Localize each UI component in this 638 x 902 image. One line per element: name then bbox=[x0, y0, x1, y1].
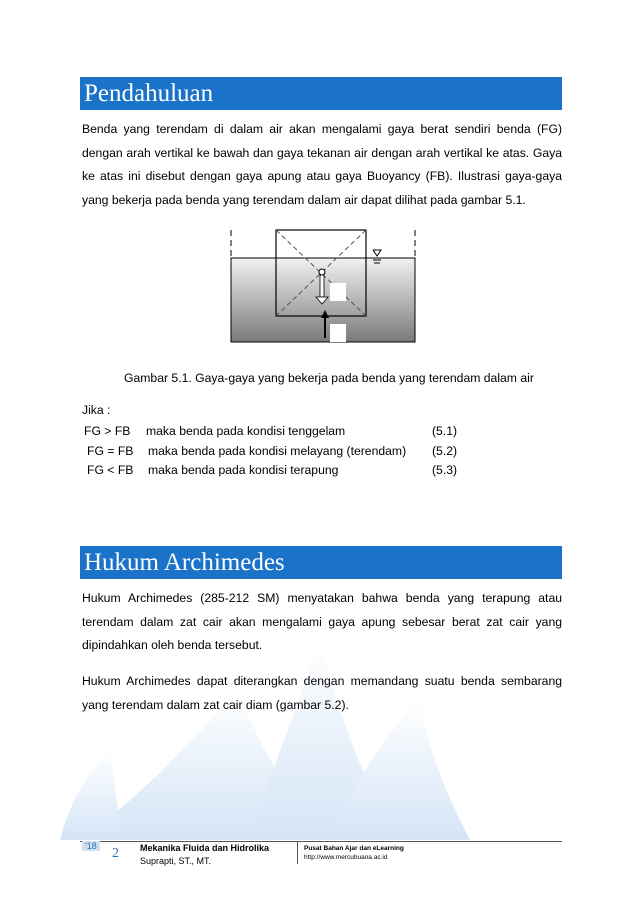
equation-number-1: (5.1) bbox=[432, 424, 458, 438]
footer-rule bbox=[80, 841, 562, 842]
section-heading-archimedes: Hukum Archimedes bbox=[80, 546, 562, 579]
equation-number-3: (5.3) bbox=[432, 463, 458, 477]
footer-year: '18 bbox=[82, 841, 100, 851]
condition-relation-2: FG = FB bbox=[87, 444, 134, 458]
footer-divider bbox=[297, 842, 298, 864]
footer-course: Mekanika Fluida dan Hidrolika bbox=[140, 843, 270, 853]
footer-url: http://www.mercubuana.ac.id bbox=[304, 854, 388, 861]
condition-text-3: maka benda pada kondisi terapung bbox=[148, 463, 339, 477]
archimedes-paragraph-2: Hukum Archimedes dapat diterangkan dengan memandang suatu benda sembarang yang terendam dalam zat cair diam (gambar 5.2). bbox=[82, 674, 562, 712]
section-heading-pendahuluan: Pendahuluan bbox=[80, 77, 562, 110]
figure-caption: Gambar 5.1. Gaya-gaya yang bekerja pada benda yang terendam dalam air bbox=[124, 371, 534, 385]
buoyancy-figure bbox=[227, 228, 427, 348]
footer-page-number: 2 bbox=[112, 846, 119, 861]
condition-relation-3: FG < FB bbox=[87, 463, 134, 477]
equation-number-2: (5.2) bbox=[432, 444, 458, 458]
archimedes-paragraph-1: Hukum Archimedes (285-212 SM) menyatakan bahwa benda yang terapung atau terendam dalam zat cair akan mengalami gaya apung sebesar berat zat cair yang dipindahkan oleh benda tersebut. bbox=[82, 591, 562, 652]
intro-paragraph: Benda yang terendam di dalam air akan mengalami gaya berat sendiri benda (FG) dengan arah vertikal ke bawah dan gaya tekanan air dengan arah vertikal ke atas. Gaya ke atas ini disebut dengan gaya apung atau gaya Buoyancy (FB). Ilustrasi gaya-gaya yang bekerja pada benda yang terendam dalam air dapat dilihat pada gambar 5.1. bbox=[82, 122, 562, 207]
condition-relation-1: FG > FB bbox=[84, 424, 131, 438]
footer-center-name: Pusat Bahan Ajar dan eLearning bbox=[304, 845, 404, 852]
footer-author: Suprapti, ST., MT. bbox=[140, 856, 212, 866]
condition-text-1: maka benda pada kondisi tenggelam bbox=[146, 424, 346, 438]
condition-text-2: maka benda pada kondisi melayang (terendam) bbox=[148, 444, 407, 458]
conditions-intro: Jika : bbox=[82, 403, 111, 417]
